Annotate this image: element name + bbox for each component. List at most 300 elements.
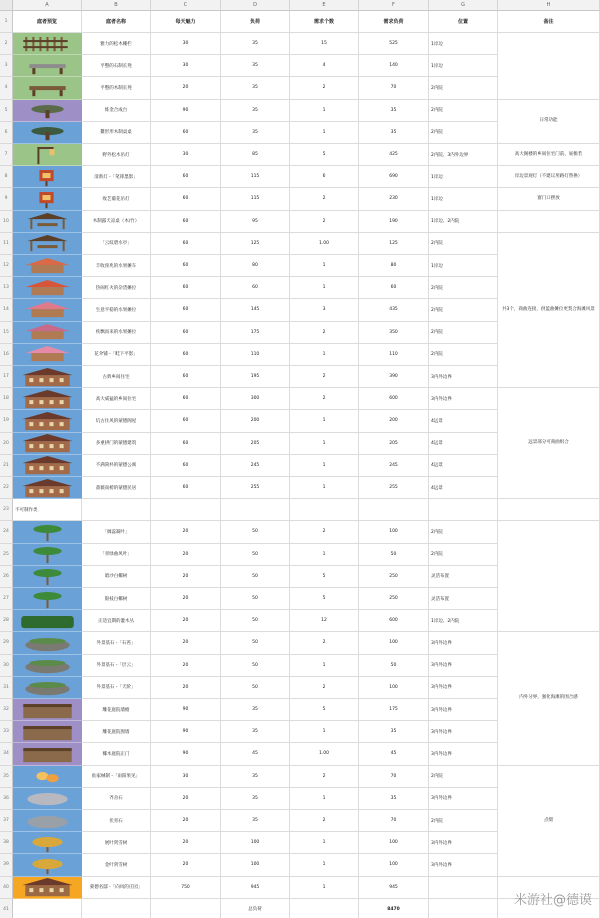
load-cell[interactable]: 35 [221, 100, 290, 122]
charm-cell[interactable]: 30 [151, 55, 221, 77]
empty-cell[interactable] [82, 499, 151, 521]
charm-cell[interactable]: 60 [151, 211, 221, 233]
location-cell[interactable]: 灵活布置 [429, 588, 498, 610]
count-cell[interactable]: 1 [290, 477, 359, 499]
row-number[interactable]: 27 [0, 588, 13, 610]
furniture-name-cell[interactable]: 木制露天凉桌（木/竹） [82, 211, 151, 233]
furniture-name-cell[interactable]: 蔷薇南榜的蒙德民居 [82, 477, 151, 499]
charm-cell[interactable]: 20 [151, 544, 221, 566]
row-number[interactable]: 24 [0, 521, 13, 543]
charm-cell[interactable]: 60 [151, 366, 221, 388]
furniture-name-cell[interactable]: 正适宜期的灌木丛 [82, 610, 151, 632]
total-label-cell[interactable]: 总负荷 [221, 899, 290, 918]
charm-cell[interactable]: 60 [151, 410, 221, 432]
row-number[interactable]: 4 [0, 77, 13, 99]
count-cell[interactable]: 2 [290, 77, 359, 99]
furniture-name-cell[interactable]: 疾飘而来的水果摊位 [82, 322, 151, 344]
charm-cell[interactable]: 60 [151, 277, 221, 299]
load-cell[interactable]: 125 [221, 233, 290, 255]
row-number[interactable]: 25 [0, 544, 13, 566]
charm-cell[interactable]: 60 [151, 299, 221, 321]
total-load-cell[interactable]: 190 [359, 211, 429, 233]
load-cell[interactable]: 200 [221, 410, 290, 432]
total-load-cell[interactable]: 945 [359, 877, 429, 899]
row-number[interactable]: 34 [0, 743, 13, 765]
count-cell[interactable]: 15 [290, 33, 359, 55]
furniture-preview[interactable] [13, 477, 82, 499]
header-cell[interactable]: 备注 [498, 11, 600, 33]
load-cell[interactable]: 35 [221, 766, 290, 788]
column-header-f[interactable]: F [359, 0, 429, 11]
location-cell[interactable]: 3内外边界 [429, 632, 498, 654]
charm-cell[interactable]: 60 [151, 388, 221, 410]
furniture-preview[interactable] [13, 455, 82, 477]
charm-cell[interactable]: 750 [151, 877, 221, 899]
row-number[interactable]: 32 [0, 699, 13, 721]
row-number[interactable]: 5 [0, 100, 13, 122]
count-cell[interactable]: 2 [290, 322, 359, 344]
charm-cell[interactable]: 20 [151, 655, 221, 677]
load-cell[interactable]: 35 [221, 55, 290, 77]
total-load-cell[interactable]: 175 [359, 699, 429, 721]
load-cell[interactable]: 50 [221, 521, 290, 543]
row-number[interactable]: 15 [0, 322, 13, 344]
total-load-cell[interactable]: 70 [359, 810, 429, 832]
location-cell[interactable]: 2内院 [429, 766, 498, 788]
row-number[interactable]: 21 [0, 455, 13, 477]
row-number[interactable]: 3 [0, 55, 13, 77]
furniture-name-cell[interactable]: 「青绿曲风叶」 [82, 544, 151, 566]
load-cell[interactable]: 50 [221, 544, 290, 566]
count-cell[interactable]: 5 [290, 566, 359, 588]
count-cell[interactable]: 1 [290, 455, 359, 477]
column-header-g[interactable]: G [429, 0, 498, 11]
charm-cell[interactable]: 20 [151, 632, 221, 654]
count-cell[interactable]: 1 [290, 255, 359, 277]
charm-cell[interactable]: 30 [151, 33, 221, 55]
count-cell[interactable]: 1 [290, 877, 359, 899]
remark-cell[interactable]: 高大阁楼的乡间住宅门前、屁檐若 [498, 144, 600, 166]
location-cell[interactable]: 4远景 [429, 455, 498, 477]
row-number[interactable]: 14 [0, 299, 13, 321]
load-cell[interactable]: 95 [221, 211, 290, 233]
empty-cell[interactable] [151, 499, 221, 521]
load-cell[interactable]: 50 [221, 677, 290, 699]
furniture-preview[interactable] [13, 55, 82, 77]
location-cell[interactable]: 1岸边、2内院 [429, 610, 498, 632]
furniture-preview[interactable] [13, 721, 82, 743]
load-cell[interactable]: 35 [221, 77, 290, 99]
count-cell[interactable]: 1 [290, 854, 359, 876]
furniture-name-cell[interactable]: 蒙德名邸 -「向风的庄园」 [82, 877, 151, 899]
location-cell[interactable]: 1岸边 [429, 33, 498, 55]
count-cell[interactable]: 2 [290, 388, 359, 410]
furniture-preview[interactable] [13, 433, 82, 455]
furniture-name-cell[interactable]: 坑古住风的蒙德阁屋 [82, 410, 151, 432]
empty-cell[interactable] [429, 899, 498, 918]
total-load-cell[interactable]: 35 [359, 100, 429, 122]
location-cell[interactable]: 4远景 [429, 477, 498, 499]
load-cell[interactable]: 35 [221, 699, 290, 721]
row-number[interactable]: 2 [0, 33, 13, 55]
load-cell[interactable]: 35 [221, 122, 290, 144]
location-cell[interactable]: 1岸边、2内院 [429, 211, 498, 233]
count-cell[interactable]: 6 [290, 166, 359, 188]
load-cell[interactable]: 110 [221, 344, 290, 366]
column-header-c[interactable]: C [151, 0, 221, 11]
furniture-preview[interactable] [13, 766, 82, 788]
location-cell[interactable] [429, 877, 498, 899]
furniture-name-cell[interactable]: 多重拱门的蒙德建筑 [82, 433, 151, 455]
furniture-preview[interactable] [13, 299, 82, 321]
furniture-name-cell[interactable]: 雕花庭院围墙 [82, 721, 151, 743]
empty-cell[interactable] [498, 211, 600, 233]
count-cell[interactable]: 1 [290, 277, 359, 299]
empty-cell[interactable] [498, 521, 600, 632]
row-number[interactable]: 39 [0, 854, 13, 876]
furniture-name-cell[interactable]: 炼金合成台 [82, 100, 151, 122]
total-load-cell[interactable]: 600 [359, 388, 429, 410]
location-cell[interactable]: 2内院 [429, 544, 498, 566]
furniture-preview[interactable] [13, 632, 82, 654]
furniture-name-cell[interactable]: 展叶剑雪树 [82, 832, 151, 854]
count-cell[interactable]: 2 [290, 366, 359, 388]
row-number[interactable]: 7 [0, 144, 13, 166]
total-load-cell[interactable]: 100 [359, 677, 429, 699]
row-number[interactable]: 16 [0, 344, 13, 366]
furniture-name-cell[interactable]: 平整的木制长凳 [82, 77, 151, 99]
total-load-cell[interactable]: 600 [359, 610, 429, 632]
column-header-e[interactable]: E [290, 0, 359, 11]
total-load-cell[interactable]: 35 [359, 122, 429, 144]
count-cell[interactable]: 1 [290, 788, 359, 810]
location-cell[interactable]: 2内院 [429, 322, 498, 344]
furniture-preview[interactable] [13, 677, 82, 699]
furniture-preview[interactable] [13, 233, 82, 255]
charm-cell[interactable]: 90 [151, 100, 221, 122]
load-cell[interactable]: 35 [221, 721, 290, 743]
row-number[interactable]: 31 [0, 677, 13, 699]
count-cell[interactable]: 1 [290, 100, 359, 122]
location-cell[interactable]: 2内院 [429, 122, 498, 144]
charm-cell[interactable]: 20 [151, 566, 221, 588]
total-load-cell[interactable]: 250 [359, 588, 429, 610]
furniture-preview[interactable] [13, 144, 82, 166]
load-cell[interactable]: 35 [221, 33, 290, 55]
count-cell[interactable]: 5 [290, 144, 359, 166]
total-load-cell[interactable]: 60 [359, 277, 429, 299]
total-load-cell[interactable]: 35 [359, 788, 429, 810]
furniture-preview[interactable] [13, 211, 82, 233]
location-cell[interactable]: 2内院 [429, 344, 498, 366]
total-load-cell[interactable]: 110 [359, 344, 429, 366]
row-number[interactable]: 10 [0, 211, 13, 233]
furniture-preview[interactable] [13, 810, 82, 832]
load-cell[interactable]: 50 [221, 632, 290, 654]
total-load-cell[interactable]: 205 [359, 433, 429, 455]
location-cell[interactable]: 2内院 [429, 810, 498, 832]
load-cell[interactable]: 245 [221, 455, 290, 477]
load-cell[interactable]: 300 [221, 388, 290, 410]
row-number[interactable]: 29 [0, 632, 13, 654]
furniture-name-cell[interactable]: 伏青石 [82, 810, 151, 832]
count-cell[interactable]: 1 [290, 410, 359, 432]
total-load-cell[interactable]: 200 [359, 410, 429, 432]
header-cell[interactable]: 庭者预览 [13, 11, 82, 33]
location-cell[interactable]: 4远景 [429, 410, 498, 432]
furniture-name-cell[interactable]: 不满简朴的蒙德公寓 [82, 455, 151, 477]
row-number[interactable]: 26 [0, 566, 13, 588]
load-cell[interactable]: 100 [221, 832, 290, 854]
row-number[interactable]: 6 [0, 122, 13, 144]
row-number[interactable]: 35 [0, 766, 13, 788]
location-cell[interactable]: 2内院、3内外边界 [429, 144, 498, 166]
total-load-cell[interactable]: 80 [359, 255, 429, 277]
empty-cell[interactable] [498, 33, 600, 100]
furniture-name-cell[interactable]: 仙家械制 -「雨阳果见」 [82, 766, 151, 788]
load-cell[interactable]: 60 [221, 277, 290, 299]
column-header-h[interactable]: H [498, 0, 600, 11]
empty-cell[interactable] [151, 899, 221, 918]
furniture-name-cell[interactable]: 「阔蕊凝叶」 [82, 521, 151, 543]
row-number[interactable]: 1 [0, 11, 13, 33]
furniture-preview[interactable] [13, 832, 82, 854]
count-cell[interactable]: 1 [290, 544, 359, 566]
empty-cell[interactable] [82, 899, 151, 918]
empty-cell[interactable] [429, 499, 498, 521]
total-load-cell[interactable]: 250 [359, 566, 429, 588]
charm-cell[interactable]: 60 [151, 433, 221, 455]
total-load-cell[interactable]: 100 [359, 632, 429, 654]
load-cell[interactable]: 50 [221, 610, 290, 632]
furniture-name-cell[interactable]: 「云纹碧水亭」 [82, 233, 151, 255]
location-cell[interactable]: 2内院 [429, 521, 498, 543]
furniture-preview[interactable] [13, 188, 82, 210]
row-number[interactable]: 38 [0, 832, 13, 854]
location-cell[interactable]: 2内院 [429, 100, 498, 122]
total-load-cell[interactable]: 50 [359, 544, 429, 566]
charm-cell[interactable]: 60 [151, 188, 221, 210]
load-cell[interactable]: 205 [221, 433, 290, 455]
total-load-cell[interactable]: 425 [359, 144, 429, 166]
furniture-name-cell[interactable]: 外景基石 -「天阶」 [82, 677, 151, 699]
count-cell[interactable]: 1.00 [290, 233, 359, 255]
load-cell[interactable]: 50 [221, 655, 290, 677]
remark-cell[interactable]: 内外分界，强化海滩的围合感 [498, 632, 600, 765]
furniture-name-cell[interactable]: 清新灯 -「笔锋墨影」 [82, 166, 151, 188]
count-cell[interactable]: 1 [290, 122, 359, 144]
total-load-cell[interactable]: 45 [359, 743, 429, 765]
furniture-preview[interactable] [13, 77, 82, 99]
column-header-d[interactable]: D [221, 0, 290, 11]
location-cell[interactable]: 灵活布置 [429, 566, 498, 588]
count-cell[interactable]: 1 [290, 344, 359, 366]
header-cell[interactable]: 庭者名称 [82, 11, 151, 33]
load-cell[interactable]: 50 [221, 566, 290, 588]
total-load-cell[interactable]: 125 [359, 233, 429, 255]
location-cell[interactable]: 3内外边界 [429, 677, 498, 699]
location-cell[interactable]: 2内院 [429, 77, 498, 99]
row-number[interactable]: 12 [0, 255, 13, 277]
furniture-preview[interactable] [13, 33, 82, 55]
count-cell[interactable]: 5 [290, 588, 359, 610]
count-cell[interactable]: 2 [290, 766, 359, 788]
furniture-name-cell[interactable]: 外景基石 -「石苔」 [82, 632, 151, 654]
count-cell[interactable]: 4 [290, 55, 359, 77]
furniture-name-cell[interactable]: 金叶剑雪树 [82, 854, 151, 876]
location-cell[interactable]: 3内外边界 [429, 366, 498, 388]
load-cell[interactable]: 945 [221, 877, 290, 899]
furniture-preview[interactable] [13, 322, 82, 344]
furniture-preview[interactable] [13, 588, 82, 610]
location-cell[interactable]: 3内外边界 [429, 655, 498, 677]
charm-cell[interactable]: 90 [151, 743, 221, 765]
row-number[interactable]: 17 [0, 366, 13, 388]
furniture-preview[interactable] [13, 544, 82, 566]
charm-cell[interactable]: 20 [151, 788, 221, 810]
total-load-cell[interactable]: 100 [359, 854, 429, 876]
total-load-cell[interactable]: 70 [359, 766, 429, 788]
total-load-cell[interactable]: 100 [359, 521, 429, 543]
load-cell[interactable]: 50 [221, 588, 290, 610]
header-cell[interactable]: 位置 [429, 11, 498, 33]
furniture-name-cell[interactable]: 野外松木吊灯 [82, 144, 151, 166]
total-load-cell[interactable]: 525 [359, 33, 429, 55]
total-load-cell[interactable]: 350 [359, 322, 429, 344]
row-number[interactable]: 20 [0, 433, 13, 455]
count-cell[interactable]: 5 [290, 699, 359, 721]
remark-cell[interactable]: 岸边景观灯（不建议用路灯替换） [498, 166, 600, 188]
count-cell[interactable]: 2 [290, 810, 359, 832]
load-cell[interactable]: 255 [221, 477, 290, 499]
row-number[interactable]: 36 [0, 788, 13, 810]
charm-cell[interactable]: 30 [151, 144, 221, 166]
row-number[interactable]: 11 [0, 233, 13, 255]
location-cell[interactable]: 3内外边界 [429, 854, 498, 876]
count-cell[interactable]: 2 [290, 188, 359, 210]
total-load-cell[interactable]: 70 [359, 77, 429, 99]
charm-cell[interactable]: 20 [151, 854, 221, 876]
location-cell[interactable]: 1岸边 [429, 188, 498, 210]
total-load-cell[interactable]: 50 [359, 655, 429, 677]
load-cell[interactable]: 35 [221, 810, 290, 832]
header-cell[interactable]: 需求个数 [290, 11, 359, 33]
charm-cell[interactable]: 60 [151, 122, 221, 144]
count-cell[interactable]: 1 [290, 721, 359, 743]
charm-cell[interactable]: 20 [151, 521, 221, 543]
charm-cell[interactable]: 60 [151, 344, 221, 366]
header-cell[interactable]: 需求负荷 [359, 11, 429, 33]
row-number[interactable]: 33 [0, 721, 13, 743]
count-cell[interactable]: 2 [290, 632, 359, 654]
row-number[interactable]: 8 [0, 166, 13, 188]
furniture-preview[interactable] [13, 366, 82, 388]
charm-cell[interactable]: 20 [151, 610, 221, 632]
charm-cell[interactable]: 30 [151, 766, 221, 788]
furniture-preview[interactable] [13, 344, 82, 366]
charm-cell[interactable]: 60 [151, 455, 221, 477]
count-cell[interactable]: 2 [290, 211, 359, 233]
remark-cell[interactable]: 窗门口摆放 [498, 188, 600, 210]
charm-cell[interactable]: 60 [151, 477, 221, 499]
column-header-a[interactable]: A [13, 0, 82, 11]
furniture-preview[interactable] [13, 521, 82, 543]
select-all-corner[interactable] [0, 0, 13, 11]
empty-cell[interactable] [13, 899, 82, 918]
total-load-cell[interactable]: 100 [359, 832, 429, 854]
charm-cell[interactable]: 60 [151, 322, 221, 344]
total-load-cell[interactable]: 435 [359, 299, 429, 321]
location-cell[interactable]: 4远景 [429, 433, 498, 455]
furniture-preview[interactable] [13, 610, 82, 632]
row-number[interactable]: 30 [0, 655, 13, 677]
location-cell[interactable]: 3内外边界 [429, 832, 498, 854]
row-number[interactable]: 19 [0, 410, 13, 432]
location-cell[interactable]: 2内院 [429, 233, 498, 255]
charm-cell[interactable]: 60 [151, 255, 221, 277]
load-cell[interactable]: 115 [221, 166, 290, 188]
furniture-name-cell[interactable]: 鳌形形木制桌桌 [82, 122, 151, 144]
load-cell[interactable]: 115 [221, 188, 290, 210]
furniture-preview[interactable] [13, 788, 82, 810]
load-cell[interactable]: 45 [221, 743, 290, 765]
location-cell[interactable]: 1岸边 [429, 55, 498, 77]
row-number[interactable]: 37 [0, 810, 13, 832]
empty-cell[interactable] [290, 499, 359, 521]
header-cell[interactable]: 每天魅力 [151, 11, 221, 33]
furniture-name-cell[interactable]: 高大威猛的乡间住宅 [82, 388, 151, 410]
charm-cell[interactable]: 20 [151, 677, 221, 699]
location-cell[interactable]: 3内外边界 [429, 743, 498, 765]
furniture-preview[interactable] [13, 699, 82, 721]
furniture-preview[interactable] [13, 854, 82, 876]
furniture-preview[interactable] [13, 100, 82, 122]
furniture-name-cell[interactable]: 齐舍石 [82, 788, 151, 810]
header-cell[interactable]: 负荷 [221, 11, 290, 33]
total-load-cell[interactable]: 35 [359, 721, 429, 743]
row-number[interactable]: 22 [0, 477, 13, 499]
location-cell[interactable]: 1岸边 [429, 255, 498, 277]
count-cell[interactable]: 1.00 [290, 743, 359, 765]
furniture-name-cell[interactable]: 外景基石 -「层云」 [82, 655, 151, 677]
count-cell[interactable]: 1 [290, 832, 359, 854]
charm-cell[interactable]: 90 [151, 699, 221, 721]
furniture-preview[interactable] [13, 743, 82, 765]
total-load-cell[interactable]: 245 [359, 455, 429, 477]
furniture-name-cell[interactable]: 暗沙白椰树 [82, 566, 151, 588]
empty-cell[interactable] [359, 499, 429, 521]
location-cell[interactable]: 2内院 [429, 277, 498, 299]
total-load-cell[interactable]: 230 [359, 188, 429, 210]
section-label[interactable]: 不可制作类 [13, 499, 82, 521]
furniture-preview[interactable] [13, 255, 82, 277]
count-cell[interactable]: 12 [290, 610, 359, 632]
total-load-cell[interactable]: 140 [359, 55, 429, 77]
load-cell[interactable]: 35 [221, 788, 290, 810]
furniture-name-cell[interactable]: 雅力的松木栅栏 [82, 33, 151, 55]
furniture-name-cell[interactable]: 雕花庭院墙檐 [82, 699, 151, 721]
location-cell[interactable]: 3内外边界 [429, 699, 498, 721]
charm-cell[interactable]: 20 [151, 832, 221, 854]
furniture-preview[interactable] [13, 388, 82, 410]
furniture-preview[interactable] [13, 566, 82, 588]
charm-cell[interactable]: 60 [151, 166, 221, 188]
location-cell[interactable]: 3内外边界 [429, 721, 498, 743]
charm-cell[interactable]: 20 [151, 77, 221, 99]
furniture-preview[interactable] [13, 655, 82, 677]
row-number[interactable]: 23 [0, 499, 13, 521]
furniture-preview[interactable] [13, 877, 82, 899]
